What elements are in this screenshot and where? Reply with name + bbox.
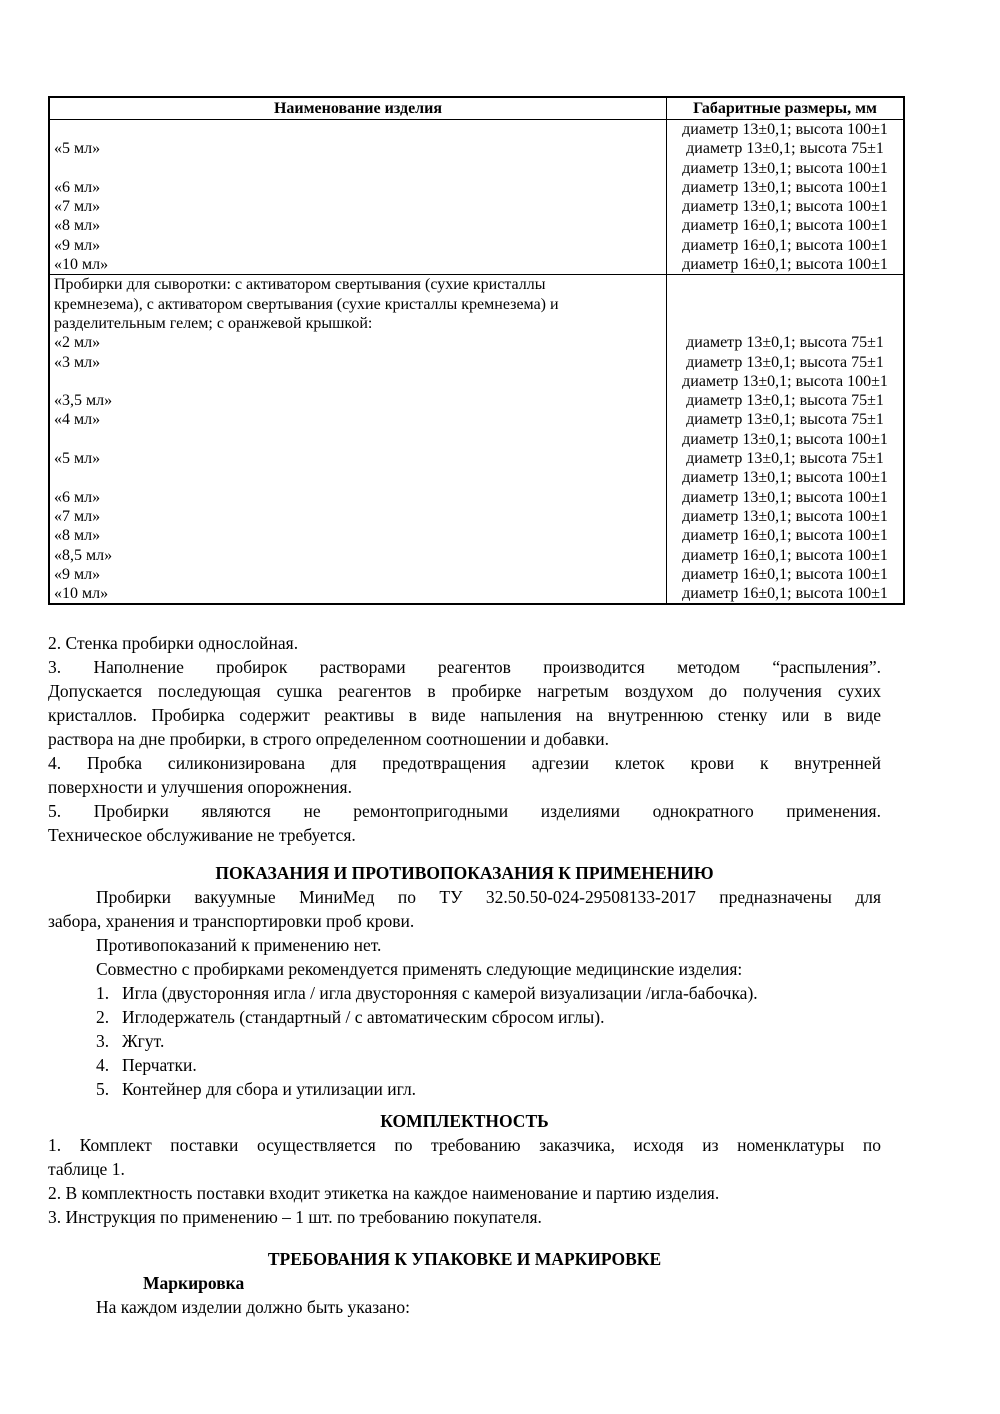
paragraph [48, 1181, 881, 1205]
paragraph-line: 1. Комплект поставки осуществляется по требованию заказчика, исходя из номенклатуры по [48, 1135, 881, 1156]
paragraph [48, 1133, 881, 1181]
volume-label: «8 мл» [54, 527, 101, 545]
paragraph-line: 3. Наполнение пробирок растворами реагентов производится методом “распыления”. [48, 657, 881, 678]
table-row-serum-tubes [50, 274, 903, 603]
list-item-text: Иглодержатель (стандартный / с автоматическим сбросом иглы). [122, 1007, 605, 1028]
volume-label: «8,5 мл» [54, 546, 113, 564]
dimension-value: диаметр 13±0,1; высота 100±1 [682, 430, 888, 448]
product-name-cell [50, 275, 666, 603]
dimension-value: диаметр 13±0,1; высота 100±1 [682, 488, 888, 506]
completeness-paragraphs [48, 1133, 881, 1229]
volume-label [50, 468, 666, 487]
column-header-dimensions: Габаритные размеры, мм [666, 98, 903, 119]
paragraph [48, 885, 881, 933]
numbered-list-item [48, 981, 881, 1005]
product-spec-table [48, 96, 905, 605]
dimension-value: диаметр 13±0,1; высота 75±1 [686, 353, 884, 371]
general-provisions-paragraphs [48, 631, 881, 847]
table-row-tubes-group-1 [50, 120, 903, 274]
paragraph [48, 1205, 881, 1229]
paragraph-line: 4. Пробка силиконизирована для предотвращения адгезии клеток крови к внутренней [48, 753, 881, 774]
list-item-number: 2. [96, 1007, 110, 1028]
table-header-row [50, 98, 903, 120]
numbered-list-item [48, 1029, 881, 1053]
dimension-value: диаметр 13±0,1; высота 75±1 [686, 411, 884, 429]
dimension-value: диаметр 13±0,1; высота 100±1 [682, 469, 888, 487]
dimension-value: диаметр 16±0,1; высота 100±1 [682, 236, 888, 254]
list-item-text: Жгут. [122, 1031, 165, 1052]
dimension-value: диаметр 13±0,1; высота 100±1 [682, 372, 888, 390]
numbered-list-item [48, 1005, 881, 1029]
dimension-value: диаметр 16±0,1; высота 100±1 [682, 527, 888, 545]
serum-tubes-description [50, 275, 666, 333]
recommended-devices-list [48, 981, 881, 1101]
paragraph-line: забора, хранения и транспортировки проб крови. [48, 911, 415, 932]
dimension-value: диаметр 16±0,1; высота 100±1 [682, 256, 888, 274]
dimension-value: диаметр 16±0,1; высота 100±1 [682, 546, 888, 564]
paragraph-line: поверхности и улучшения опорожнения. [48, 777, 352, 798]
volume-label: «5 мл» [54, 450, 101, 468]
list-item-text: Игла (двусторонняя игла / игла двусторонняя с камерой визуализации /игла-бабочка). [122, 983, 758, 1004]
dimension-value: диаметр 13±0,1; высота 75±1 [686, 334, 884, 352]
paragraph-line: таблице 1. [48, 1159, 125, 1180]
dimension-value: диаметр 13±0,1; высота 100±1 [682, 159, 888, 177]
numbered-list-item [48, 1077, 881, 1101]
list-item-number: 3. [96, 1031, 110, 1052]
description-line: разделительным гелем; с оранжевой крышкой: [54, 314, 373, 332]
paragraph [48, 631, 881, 655]
dimension-value: диаметр 16±0,1; высота 100±1 [682, 565, 888, 583]
volume-label [50, 430, 666, 449]
dimension-value: диаметр 13±0,1; высота 100±1 [682, 178, 888, 196]
volume-label: «2 мл» [54, 334, 101, 352]
paragraph-line: Допускается последующая сушка реагентов в пробирке нагретым воздухом до получения сухих [48, 681, 881, 702]
section-title-indications: ПОКАЗАНИЯ И ПРОТИВОПОКАЗАНИЯ К ПРИМЕНЕНИЮ [215, 863, 714, 884]
paragraph [48, 1295, 881, 1319]
volume-label: «7 мл» [54, 507, 101, 525]
volume-label: «8 мл» [54, 217, 101, 235]
dimension-value: диаметр 13±0,1; высота 100±1 [682, 198, 888, 216]
paragraph-line: кристаллов. Пробирка содержит реактивы в виде напыления на внутреннюю стенку или в виде [48, 705, 881, 726]
paragraph [48, 655, 881, 751]
volume-label: «10 мл» [54, 585, 109, 603]
numbered-list-item [48, 1053, 881, 1077]
dimensions-cell [666, 120, 903, 274]
volume-label [50, 159, 666, 178]
dimension-values [667, 333, 903, 603]
marking-lead-paragraph [48, 1295, 881, 1319]
section-title-packaging: ТРЕБОВАНИЯ К УПАКОВКЕ И МАРКИРОВКЕ [267, 1249, 662, 1270]
volume-label: «9 мл» [54, 565, 101, 583]
volume-label [50, 120, 666, 139]
paragraph [48, 799, 881, 847]
paragraph-line: На каждом изделии должно быть указано: [96, 1297, 410, 1318]
volume-label: «9 мл» [54, 236, 101, 254]
paragraph-line: Пробирки вакуумные МиниМед по ТУ 32.50.50-024-29508133-2017 предназначены для [96, 887, 881, 908]
dimension-value: диаметр 13±0,1; высота 75±1 [686, 140, 884, 158]
paragraph-line: 3. Инструкция по применению – 1 шт. по требованию покупателя. [48, 1207, 542, 1228]
dimension-value: диаметр 13±0,1; высота 100±1 [682, 121, 888, 138]
paragraph [48, 751, 881, 799]
paragraph [48, 957, 881, 981]
subsection-title-marking: Маркировка [143, 1273, 245, 1294]
column-header-product-name: Наименование изделия [273, 100, 443, 117]
volume-label: «6 мл» [54, 488, 101, 506]
volume-label: «3,5 мл» [54, 392, 113, 410]
product-name-cell [50, 120, 666, 274]
paragraph-line: Техническое обслуживание не требуется. [48, 825, 356, 846]
indications-paragraphs [48, 885, 881, 981]
volume-label: «6 мл» [54, 178, 101, 196]
list-item-text: Контейнер для сбора и утилизации игл. [122, 1079, 417, 1100]
paragraph-line: раствора на дне пробирки, в строго определенном соотношении и добавки. [48, 729, 610, 750]
paragraph-line: 2. В комплектность поставки входит этикетка на каждое наименование и партию изделия. [48, 1183, 720, 1204]
paragraph-line: 2. Стенка пробирки однослойная. [48, 633, 299, 654]
paragraph-line: 5. Пробирки являются не ремонтопригодными изделиями однократного применения. [48, 801, 881, 822]
volume-label [50, 372, 666, 391]
section-title-completeness: КОМПЛЕКТНОСТЬ [380, 1111, 549, 1132]
dimension-value: диаметр 13±0,1; высота 100±1 [682, 507, 888, 525]
paragraph-line: Противопоказаний к применению нет. [96, 935, 382, 956]
dimension-value: диаметр 16±0,1; высота 100±1 [682, 585, 888, 603]
volume-labels [50, 333, 666, 603]
list-item-text: Перчатки. [122, 1055, 197, 1076]
volume-label: «10 мл» [54, 256, 109, 274]
volume-label: «3 мл» [54, 353, 101, 371]
list-item-number: 5. [96, 1079, 110, 1100]
dimensions-spacer [667, 275, 903, 333]
dimension-value: диаметр 16±0,1; высота 100±1 [682, 217, 888, 235]
volume-label: «4 мл» [54, 411, 101, 429]
volume-label: «7 мл» [54, 198, 101, 216]
paragraph-line: Совместно с пробирками рекомендуется применять следующие медицинские изделия: [96, 959, 743, 980]
dimension-value: диаметр 13±0,1; высота 75±1 [686, 450, 884, 468]
list-item-number: 4. [96, 1055, 110, 1076]
description-line: Пробирки для сыворотки: с активатором свертывания (сухие кристаллы [54, 276, 546, 294]
description-line: кремнезема), с активатором свертывания (сухие кристаллы кремнезема) и [54, 295, 559, 313]
dimension-value: диаметр 13±0,1; высота 75±1 [686, 392, 884, 410]
dimensions-cell [666, 275, 903, 603]
paragraph [48, 933, 881, 957]
volume-label: «5 мл» [54, 140, 101, 158]
list-item-number: 1. [96, 983, 110, 1004]
